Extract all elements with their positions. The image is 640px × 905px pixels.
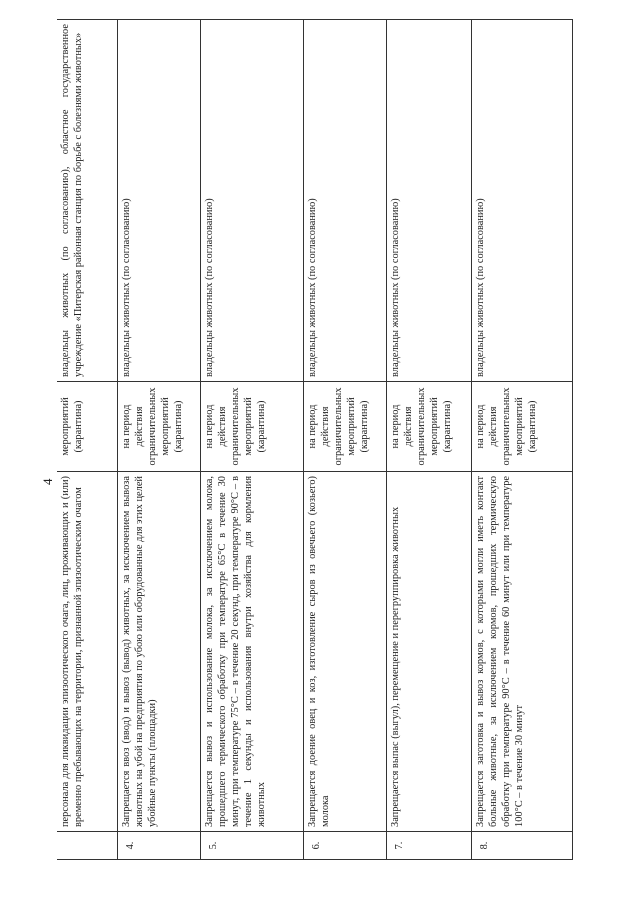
row-number: 8.: [472, 832, 573, 860]
period-text: мероприятий (карантина): [57, 382, 118, 472]
responsible-text: владельцы животных (по согласованию): [304, 20, 387, 382]
measures-table: [57, 19, 573, 860]
table-row: [57, 20, 118, 860]
row-number: 4.: [118, 832, 201, 860]
period-text: на период действия ограничительных мероприятий (карантина): [304, 382, 387, 472]
responsible-text: владельцы животных (по согласованию), областное государственное учреждение «Питерская районная станция по борьбе с болезнями животных»: [57, 20, 118, 382]
responsible-text: владельцы животных (по согласованию): [118, 20, 201, 382]
responsible-text: владельцы животных (по согласованию): [387, 20, 472, 382]
measure-text: Запрещается заготовка и вывоз кормов, с которыми могли иметь контакт больные животные, за исключением кормов, прошедших термическую обработку при температуре 90°С – в течение 60 минут или при температуре 100°С – в течение 30 минут: [472, 472, 573, 832]
table-row: [472, 20, 573, 860]
responsible-text: владельцы животных (по согласованию): [472, 20, 573, 382]
period-text: на период действия ограничительных мероприятий (карантина): [472, 382, 573, 472]
period-text: на период действия ограничительных мероприятий (карантина): [118, 382, 201, 472]
period-text: на период действия ограничительных мероприятий (карантина): [387, 382, 472, 472]
responsible-text: владельцы животных (по согласованию): [201, 20, 304, 382]
measure-text: персонала для ликвидации эпизоотического очага, лиц, проживающих и (или) временно пребывающих на территории, признанной эпизоотическим очагом: [57, 472, 118, 832]
period-text: на период действия ограничительных мероприятий (карантина): [201, 382, 304, 472]
row-number: 5.: [201, 832, 304, 860]
measure-text: Запрещается доение овец и коз, изготовление сыров из овечьего (козьего) молока: [304, 472, 387, 832]
page-number: 4: [40, 478, 55, 485]
row-number: [57, 832, 118, 860]
table-row: [304, 20, 387, 860]
measure-text: Запрещается выпас (выгул), перемещение и перегруппировка животных: [387, 472, 472, 832]
row-number: 6.: [304, 832, 387, 860]
table-row: [201, 20, 304, 860]
measure-text: Запрещается вывоз и использование молока, за исключением молока, прошедшего термического обработку при температуре 65°С в течение 30 минут, при температуре 75°С – в течение 20 секунд, при температуре 90°С – в течение 1 секунды и использования внутри хозяйства для кормления животных: [201, 472, 304, 832]
table-row: [387, 20, 472, 860]
table-row: [118, 20, 201, 860]
measure-text: Запрещается ввоз (ввод) и вывоз (вывод) животных, за исключением вывоза животных на убой на предприятия по убою или оборудованные для этих целей убойные пункты (площадки): [118, 472, 201, 832]
row-number: 7.: [387, 832, 472, 860]
